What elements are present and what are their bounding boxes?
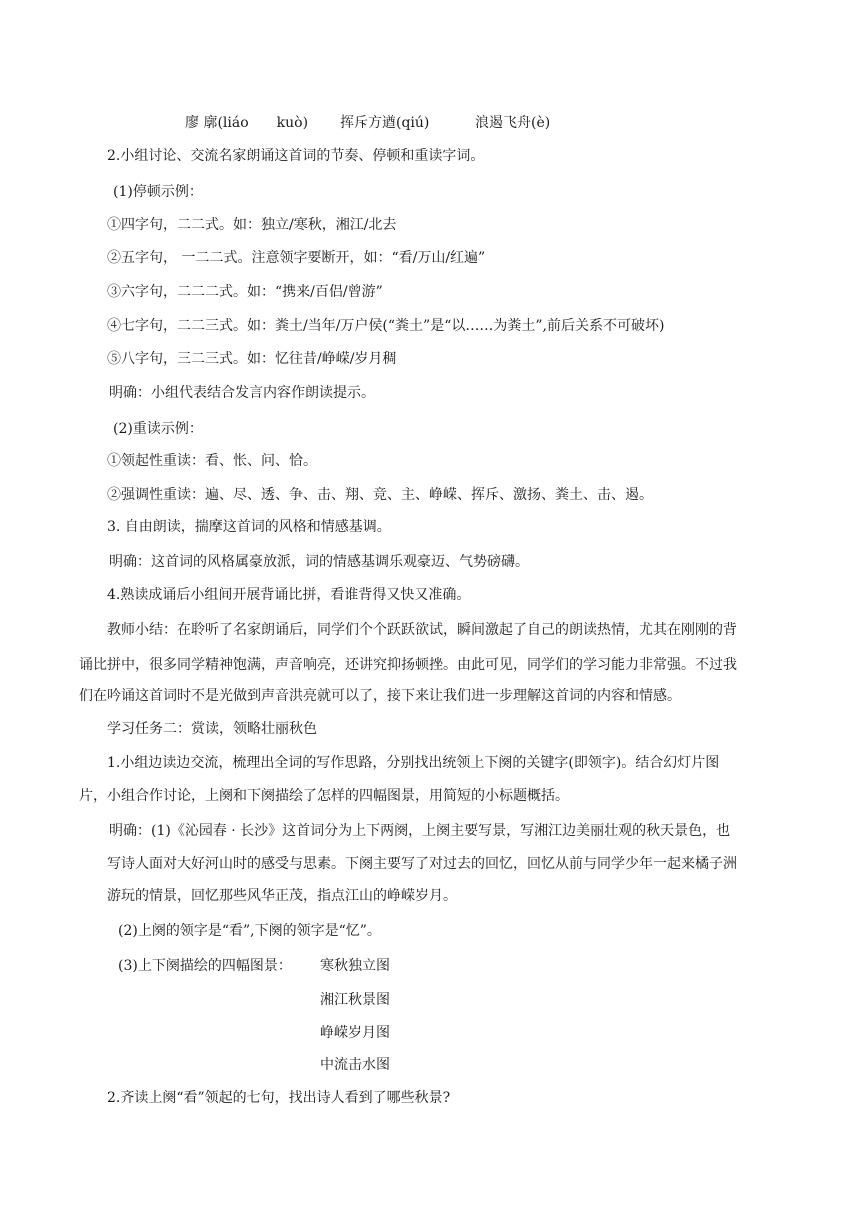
teacher-summary-line-3: 们在吟诵这首词时不是光做到声音洪亮就可以了，接下来让我们进一步理解这首词的内容和情感。 — [79, 688, 681, 704]
task-two-heading: 学习任务二：赏读，领略壮丽秋色 — [107, 721, 317, 737]
teacher-summary-line-1: 教师小结：在聆听了名家朗诵后，同学们个个跃跃欲试，瞬间激起了自己的朗读热情，尤其在刚刚的背 — [107, 622, 737, 638]
scene-2: 湘江秋景图 — [320, 992, 390, 1008]
scene-3: 峥嵘岁月图 — [320, 1025, 390, 1041]
pause-example-5: ⑤八字句，三二三式。如：忆往昔/峥嵘/岁月稠 — [107, 351, 397, 367]
clarify-structure-line-1: 明确：(1)《沁园春 · 长沙》这首词分为上下两阕，上阕主要写景，写湘江边美丽壮观的秋天景色，也 — [109, 823, 731, 839]
pause-examples-heading: (1)停顿示例： — [113, 184, 203, 200]
task-two-item-1-line-1: 1.小组边读边交流，梳理出全词的写作思路，分别找出统领上下阕的关键字(即领字)。结合幻灯片图 — [107, 755, 720, 771]
stress-example-2: ②强调性重读：遍、尽、透、争、击、翔、竞、主、峥嵘、挥斥、激扬、粪土、击、遏。 — [107, 487, 653, 503]
recite-heading: 4.熟读成诵后小组间开展背诵比拼，看谁背得又快又准确。 — [107, 587, 471, 603]
free-reading-heading: 3. 自由朗读，揣摩这首词的风格和情感基调。 — [107, 519, 391, 535]
scene-4: 中流击水图 — [320, 1057, 390, 1073]
scene-1: 寒秋独立图 — [320, 958, 390, 974]
stress-examples-heading: (2)重读示例： — [113, 421, 203, 437]
pinyin-item-langefei: 浪遏飞舟(è) — [475, 115, 551, 131]
pinyin-row — [0, 114, 860, 132]
teacher-summary-line-2: 诵比拼中，很多同学精神饱满，声音响亮，还讲究抑扬顿挫。由此可见，同学们的学习能力非常强。不过我 — [79, 657, 737, 673]
clarify-structure-line-3: 游玩的情景，回忆那些风华正茂，指点江山的峥嵘岁月。 — [107, 888, 457, 904]
pause-example-2: ②五字句， 一二二式。注意领字要断开，如：“看/万山/红遍” — [107, 250, 486, 266]
pause-example-4: ④七字句，二二三式。如：粪土/当年/万户侯(“粪土”是“以……为粪土”,前后关系不可破坏) — [107, 318, 665, 334]
clarify-structure-line-2: 写诗人面对大好河山时的感受与思素。下阕主要写了对过去的回忆，回忆从前与同学少年一起来橘子洲 — [107, 856, 737, 872]
stress-example-1: ①领起性重读：看、怅、问、恰。 — [107, 453, 317, 469]
para-discussion-heading: 2.小组讨论、交流名家朗诵这首词的节奏、停顿和重读字词。 — [107, 148, 485, 164]
read-upper-stanza-heading: 2.齐读上阕“看”领起的七句，找出诗人看到了哪些秋景? — [107, 1090, 451, 1106]
four-scenes-heading: (3)上下阕描绘的四幅图景： — [118, 958, 292, 974]
lead-words-line: (2)上阕的领字是“看”,下阕的领字是“忆”。 — [118, 923, 381, 939]
pinyin-item-liaokuo: 廖 廓(liáo kuò) — [185, 115, 309, 131]
pause-example-1: ①四字句，二二式。如：独立/寒秋，湘江/北去 — [107, 217, 397, 233]
clarify-pause: 明确：小组代表结合发言内容作朗读提示。 — [109, 385, 375, 401]
pause-example-3: ③六字句，二二二式。如：“携来/百侣/曾游” — [107, 284, 383, 300]
task-two-item-1-line-2: 片，小组合作讨论，上阕和下阕描绘了怎样的四幅图景，用简短的小标题概括。 — [79, 788, 569, 804]
pinyin-item-huichi: 挥斥方遒(qiú) — [340, 115, 430, 131]
clarify-style: 明确：这首词的风格属豪放派，词的情感基调乐观豪迈、气势磅礴。 — [109, 554, 529, 570]
